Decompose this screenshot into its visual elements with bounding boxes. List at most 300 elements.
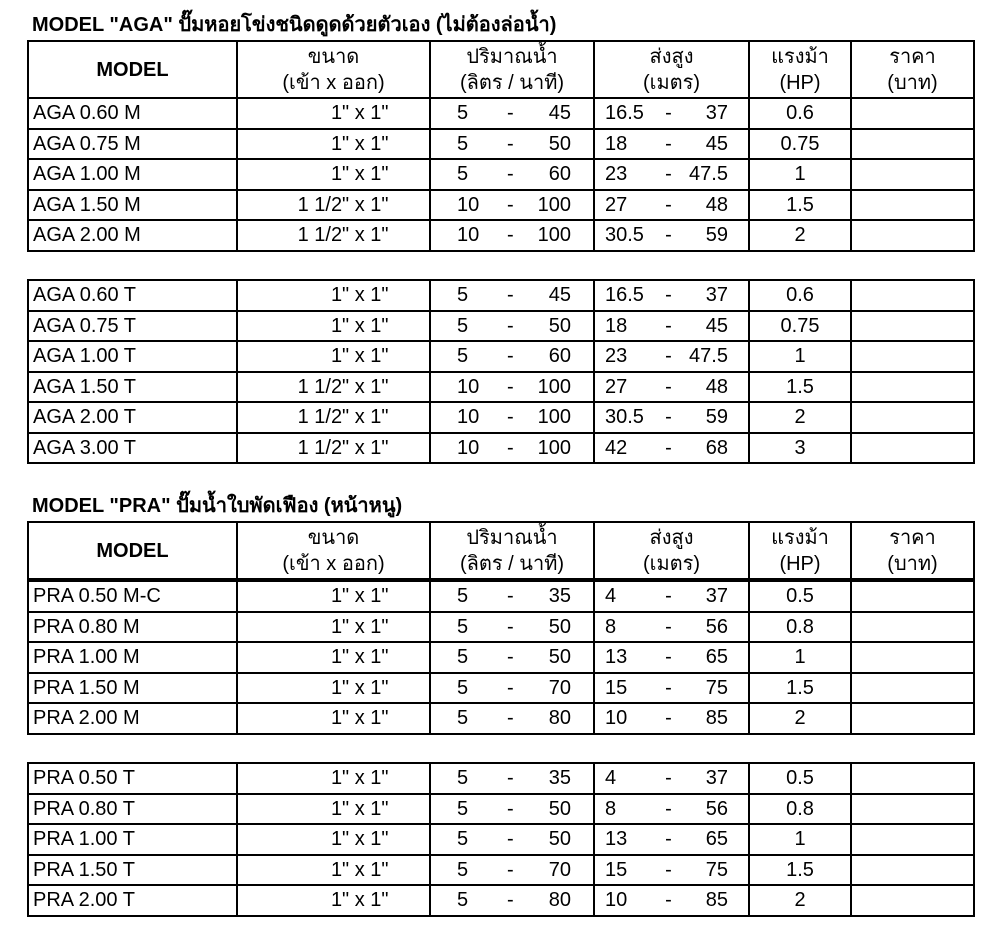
- cell-size: [237, 673, 430, 704]
- range-dash: -: [507, 224, 514, 247]
- flow-min: 10: [457, 375, 480, 398]
- head-range: [595, 617, 748, 637]
- head-min: 10: [605, 889, 628, 912]
- head-range: [595, 829, 748, 849]
- cell-model: AGA 0.75 M: [28, 129, 237, 160]
- cell-price: [851, 794, 974, 825]
- flow-range: [431, 225, 593, 245]
- cell-price: [851, 220, 974, 251]
- cell-hp: 1.5: [749, 190, 851, 221]
- cell-model: AGA 2.00 T: [28, 402, 237, 433]
- cell-model: PRA 2.00 T: [28, 885, 237, 916]
- cell-head: [594, 433, 749, 464]
- cell-flow: [430, 824, 594, 855]
- flow-max: 100: [537, 375, 571, 398]
- cell-price: [851, 673, 974, 704]
- flow-min: 5: [457, 646, 469, 669]
- range-dash: -: [507, 375, 514, 398]
- range-dash: -: [665, 406, 672, 429]
- table-row: [28, 703, 974, 734]
- cell-model: AGA 0.75 T: [28, 311, 237, 342]
- table-header-row: [28, 522, 974, 579]
- flow-range: [431, 316, 593, 336]
- flow-max: 50: [548, 828, 571, 851]
- head-max: 37: [705, 767, 728, 790]
- cell-model: PRA 0.50 T: [28, 763, 237, 794]
- head-max: 37: [705, 585, 728, 608]
- cell-price: [851, 280, 974, 311]
- head-min: 30.5: [605, 406, 644, 429]
- size-value: 1" x 1": [330, 858, 389, 881]
- cell-model: AGA 1.00 M: [28, 159, 237, 190]
- flow-min: 5: [457, 102, 469, 125]
- cell-price: [851, 885, 974, 916]
- flow-min: 10: [457, 406, 480, 429]
- header-hp: แรงม้า (HP): [749, 522, 851, 579]
- table-row: [28, 402, 974, 433]
- header-head: ส่งสูง (เมตร): [594, 41, 749, 98]
- cell-hp: 0.5: [749, 581, 851, 612]
- size-value: 1" x 1": [330, 585, 389, 608]
- flow-min: 5: [457, 132, 469, 155]
- head-max: 65: [705, 646, 728, 669]
- cell-size: [237, 763, 430, 794]
- cell-flow: [430, 190, 594, 221]
- size-value: 1 1/2" x 1": [297, 436, 389, 459]
- head-max: 45: [705, 314, 728, 337]
- flow-min: 5: [457, 615, 469, 638]
- flow-max: 70: [548, 858, 571, 881]
- cell-head: [594, 824, 749, 855]
- size-value: 1" x 1": [330, 345, 389, 368]
- cell-size: [237, 98, 430, 129]
- section-title-aga: MODEL "AGA" ปั๊มหอยโข่งชนิดดูดด้วยตัวเอง (ไม่ต้องล่อน้ำ): [32, 14, 557, 36]
- cell-model: PRA 0.50 M-C: [28, 581, 237, 612]
- cell-model: AGA 1.50 M: [28, 190, 237, 221]
- head-max: 59: [705, 406, 728, 429]
- cell-flow: [430, 794, 594, 825]
- cell-price: [851, 824, 974, 855]
- head-range: [595, 438, 748, 458]
- flow-range: [431, 647, 593, 667]
- range-dash: -: [665, 193, 672, 216]
- head-min: 16.5: [605, 102, 644, 125]
- range-dash: -: [665, 375, 672, 398]
- cell-price: [851, 372, 974, 403]
- head-max: 37: [705, 284, 728, 307]
- cell-flow: [430, 280, 594, 311]
- cell-flow: [430, 885, 594, 916]
- cell-size: [237, 642, 430, 673]
- cell-hp: 0.75: [749, 129, 851, 160]
- cell-hp: 3: [749, 433, 851, 464]
- cell-hp: 0.8: [749, 612, 851, 643]
- cell-model: PRA 2.00 M: [28, 703, 237, 734]
- cell-model: AGA 3.00 T: [28, 433, 237, 464]
- flow-min: 5: [457, 345, 469, 368]
- flow-range: [431, 195, 593, 215]
- flow-range: [431, 617, 593, 637]
- cell-head: [594, 311, 749, 342]
- head-max: 45: [705, 132, 728, 155]
- cell-size: [237, 159, 430, 190]
- head-min: 27: [605, 375, 628, 398]
- range-dash: -: [665, 314, 672, 337]
- aga-header-table: [27, 40, 975, 99]
- range-dash: -: [665, 646, 672, 669]
- flow-range: [431, 768, 593, 788]
- size-value: 1" x 1": [330, 707, 389, 730]
- head-range: [595, 407, 748, 427]
- flow-range: [431, 377, 593, 397]
- range-dash: -: [665, 585, 672, 608]
- range-dash: -: [507, 676, 514, 699]
- cell-price: [851, 190, 974, 221]
- range-dash: -: [507, 797, 514, 820]
- cell-flow: [430, 311, 594, 342]
- cell-size: [237, 190, 430, 221]
- range-dash: -: [507, 707, 514, 730]
- range-dash: -: [665, 889, 672, 912]
- table-row: [28, 581, 974, 612]
- head-min: 15: [605, 676, 628, 699]
- flow-range: [431, 346, 593, 366]
- cell-price: [851, 402, 974, 433]
- cell-flow: [430, 612, 594, 643]
- head-min: 15: [605, 858, 628, 881]
- table-row: [28, 190, 974, 221]
- head-max: 75: [705, 676, 728, 699]
- head-range: [595, 103, 748, 123]
- table-header-row: [28, 41, 974, 98]
- cell-hp: 0.75: [749, 311, 851, 342]
- cell-head: [594, 703, 749, 734]
- flow-max: 50: [548, 132, 571, 155]
- head-min: 23: [605, 345, 628, 368]
- table-row: [28, 763, 974, 794]
- table-row: [28, 220, 974, 251]
- flow-range: [431, 860, 593, 880]
- cell-head: [594, 190, 749, 221]
- flow-min: 5: [457, 707, 469, 730]
- head-min: 27: [605, 193, 628, 216]
- cell-flow: [430, 433, 594, 464]
- range-dash: -: [507, 284, 514, 307]
- range-dash: -: [507, 193, 514, 216]
- cell-price: [851, 703, 974, 734]
- flow-range: [431, 890, 593, 910]
- head-min: 42: [605, 436, 628, 459]
- range-dash: -: [507, 345, 514, 368]
- cell-model: AGA 2.00 M: [28, 220, 237, 251]
- range-dash: -: [665, 284, 672, 307]
- size-value: 1" x 1": [330, 132, 389, 155]
- range-dash: -: [507, 436, 514, 459]
- range-dash: -: [665, 767, 672, 790]
- header-flow: ปริมาณน้ำ (ลิตร / นาที): [430, 522, 594, 579]
- flow-min: 5: [457, 314, 469, 337]
- table-row: [28, 280, 974, 311]
- cell-head: [594, 885, 749, 916]
- cell-flow: [430, 341, 594, 372]
- flow-range: [431, 829, 593, 849]
- size-value: 1" x 1": [330, 797, 389, 820]
- cell-head: [594, 402, 749, 433]
- flow-max: 45: [548, 284, 571, 307]
- flow-min: 5: [457, 585, 469, 608]
- head-range: [595, 860, 748, 880]
- aga-m-table: [27, 97, 975, 252]
- table-row: [28, 612, 974, 643]
- cell-model: PRA 1.50 M: [28, 673, 237, 704]
- table-row: [28, 855, 974, 886]
- cell-size: [237, 220, 430, 251]
- head-max: 85: [705, 707, 728, 730]
- cell-model: PRA 0.80 T: [28, 794, 237, 825]
- head-max: 48: [705, 193, 728, 216]
- range-dash: -: [665, 858, 672, 881]
- range-dash: -: [665, 615, 672, 638]
- size-value: 1" x 1": [330, 284, 389, 307]
- cell-size: [237, 855, 430, 886]
- cell-head: [594, 341, 749, 372]
- size-value: 1 1/2" x 1": [297, 193, 389, 216]
- range-dash: -: [507, 406, 514, 429]
- cell-price: [851, 129, 974, 160]
- pra-t-table: [27, 762, 975, 917]
- range-dash: -: [507, 102, 514, 125]
- cell-price: [851, 341, 974, 372]
- head-range: [595, 285, 748, 305]
- cell-flow: [430, 372, 594, 403]
- head-min: 4: [605, 585, 617, 608]
- head-range: [595, 377, 748, 397]
- flow-max: 35: [548, 585, 571, 608]
- cell-hp: 1: [749, 341, 851, 372]
- head-range: [595, 799, 748, 819]
- range-dash: -: [507, 858, 514, 881]
- header-price: ราคา (บาท): [851, 522, 974, 579]
- cell-flow: [430, 129, 594, 160]
- head-range: [595, 225, 748, 245]
- table-row: [28, 372, 974, 403]
- range-dash: -: [507, 163, 514, 186]
- range-dash: -: [665, 797, 672, 820]
- flow-min: 10: [457, 193, 480, 216]
- flow-range: [431, 164, 593, 184]
- cell-hp: 0.6: [749, 280, 851, 311]
- range-dash: -: [665, 132, 672, 155]
- cell-hp: 0.8: [749, 794, 851, 825]
- flow-range: [431, 438, 593, 458]
- head-max: 65: [705, 828, 728, 851]
- flow-min: 5: [457, 163, 469, 186]
- head-range: [595, 316, 748, 336]
- cell-price: [851, 642, 974, 673]
- range-dash: -: [507, 585, 514, 608]
- flow-min: 5: [457, 858, 469, 881]
- flow-min: 5: [457, 797, 469, 820]
- flow-max: 100: [537, 406, 571, 429]
- flow-range: [431, 586, 593, 606]
- head-range: [595, 164, 748, 184]
- head-min: 8: [605, 615, 617, 638]
- flow-max: 80: [548, 707, 571, 730]
- cell-price: [851, 763, 974, 794]
- cell-size: [237, 372, 430, 403]
- cell-hp: 0.5: [749, 763, 851, 794]
- cell-hp: 1.5: [749, 855, 851, 886]
- cell-flow: [430, 703, 594, 734]
- head-range: [595, 134, 748, 154]
- range-dash: -: [665, 436, 672, 459]
- head-min: 10: [605, 707, 628, 730]
- head-max: 56: [705, 797, 728, 820]
- head-max: 68: [705, 436, 728, 459]
- section-title-pra: MODEL "PRA" ปั๊มน้ำใบพัดเฟือง (หน้าหนู): [32, 495, 403, 517]
- size-value: 1 1/2" x 1": [297, 224, 389, 247]
- head-max: 75: [705, 858, 728, 881]
- head-max: 47.5: [689, 163, 728, 186]
- size-value: 1" x 1": [330, 102, 389, 125]
- table-row: [28, 673, 974, 704]
- head-max: 59: [705, 224, 728, 247]
- head-max: 85: [705, 889, 728, 912]
- head-range: [595, 346, 748, 366]
- cell-head: [594, 642, 749, 673]
- flow-max: 100: [537, 436, 571, 459]
- header-hp: แรงม้า (HP): [749, 41, 851, 98]
- cell-head: [594, 220, 749, 251]
- cell-hp: 1: [749, 159, 851, 190]
- flow-max: 100: [537, 224, 571, 247]
- cell-flow: [430, 642, 594, 673]
- size-value: 1" x 1": [330, 646, 389, 669]
- header-size: ขนาด (เข้า x ออก): [237, 522, 430, 579]
- cell-head: [594, 372, 749, 403]
- cell-hp: 1.5: [749, 673, 851, 704]
- pra-m-table: [27, 580, 975, 735]
- cell-flow: [430, 402, 594, 433]
- cell-price: [851, 311, 974, 342]
- cell-hp: 2: [749, 402, 851, 433]
- flow-max: 50: [548, 646, 571, 669]
- header-head: ส่งสูง (เมตร): [594, 522, 749, 579]
- cell-size: [237, 794, 430, 825]
- range-dash: -: [665, 163, 672, 186]
- range-dash: -: [507, 615, 514, 638]
- flow-max: 60: [548, 163, 571, 186]
- header-size: ขนาด (เข้า x ออก): [237, 41, 430, 98]
- head-min: 30.5: [605, 224, 644, 247]
- head-range: [595, 768, 748, 788]
- flow-max: 70: [548, 676, 571, 699]
- flow-range: [431, 285, 593, 305]
- cell-head: [594, 280, 749, 311]
- range-dash: -: [507, 828, 514, 851]
- cell-model: PRA 1.00 M: [28, 642, 237, 673]
- cell-hp: 2: [749, 703, 851, 734]
- head-range: [595, 195, 748, 215]
- cell-flow: [430, 98, 594, 129]
- size-value: 1 1/2" x 1": [297, 406, 389, 429]
- cell-model: AGA 1.00 T: [28, 341, 237, 372]
- cell-size: [237, 402, 430, 433]
- range-dash: -: [507, 132, 514, 155]
- head-range: [595, 586, 748, 606]
- cell-flow: [430, 220, 594, 251]
- flow-min: 5: [457, 284, 469, 307]
- cell-size: [237, 885, 430, 916]
- head-max: 56: [705, 615, 728, 638]
- header-model: MODEL: [28, 522, 237, 579]
- range-dash: -: [665, 707, 672, 730]
- range-dash: -: [665, 345, 672, 368]
- header-model: MODEL: [28, 41, 237, 98]
- cell-price: [851, 855, 974, 886]
- head-min: 18: [605, 132, 628, 155]
- cell-head: [594, 581, 749, 612]
- cell-flow: [430, 159, 594, 190]
- size-value: 1" x 1": [330, 828, 389, 851]
- cell-hp: 1: [749, 642, 851, 673]
- size-value: 1" x 1": [330, 676, 389, 699]
- head-min: 18: [605, 314, 628, 337]
- header-flow: ปริมาณน้ำ (ลิตร / นาที): [430, 41, 594, 98]
- flow-max: 60: [548, 345, 571, 368]
- cell-head: [594, 129, 749, 160]
- cell-size: [237, 341, 430, 372]
- flow-max: 50: [548, 797, 571, 820]
- cell-head: [594, 98, 749, 129]
- flow-min: 10: [457, 224, 480, 247]
- cell-price: [851, 98, 974, 129]
- flow-max: 50: [548, 615, 571, 638]
- flow-range: [431, 134, 593, 154]
- flow-max: 100: [537, 193, 571, 216]
- head-min: 13: [605, 828, 628, 851]
- cell-size: [237, 433, 430, 464]
- cell-size: [237, 824, 430, 855]
- range-dash: -: [507, 314, 514, 337]
- flow-min: 5: [457, 889, 469, 912]
- table-row: [28, 794, 974, 825]
- cell-size: [237, 612, 430, 643]
- table-row: [28, 341, 974, 372]
- head-min: 16.5: [605, 284, 644, 307]
- size-value: 1 1/2" x 1": [297, 375, 389, 398]
- cell-hp: 2: [749, 220, 851, 251]
- cell-size: [237, 703, 430, 734]
- flow-range: [431, 708, 593, 728]
- flow-range: [431, 103, 593, 123]
- header-price: ราคา (บาท): [851, 41, 974, 98]
- cell-flow: [430, 581, 594, 612]
- cell-model: PRA 1.00 T: [28, 824, 237, 855]
- head-min: 8: [605, 797, 617, 820]
- size-value: 1" x 1": [330, 889, 389, 912]
- head-max: 48: [705, 375, 728, 398]
- cell-price: [851, 581, 974, 612]
- flow-min: 5: [457, 828, 469, 851]
- range-dash: -: [665, 676, 672, 699]
- size-value: 1" x 1": [330, 163, 389, 186]
- cell-head: [594, 612, 749, 643]
- head-min: 13: [605, 646, 628, 669]
- pra-header-table: [27, 521, 975, 580]
- head-min: 4: [605, 767, 617, 790]
- table-row: [28, 885, 974, 916]
